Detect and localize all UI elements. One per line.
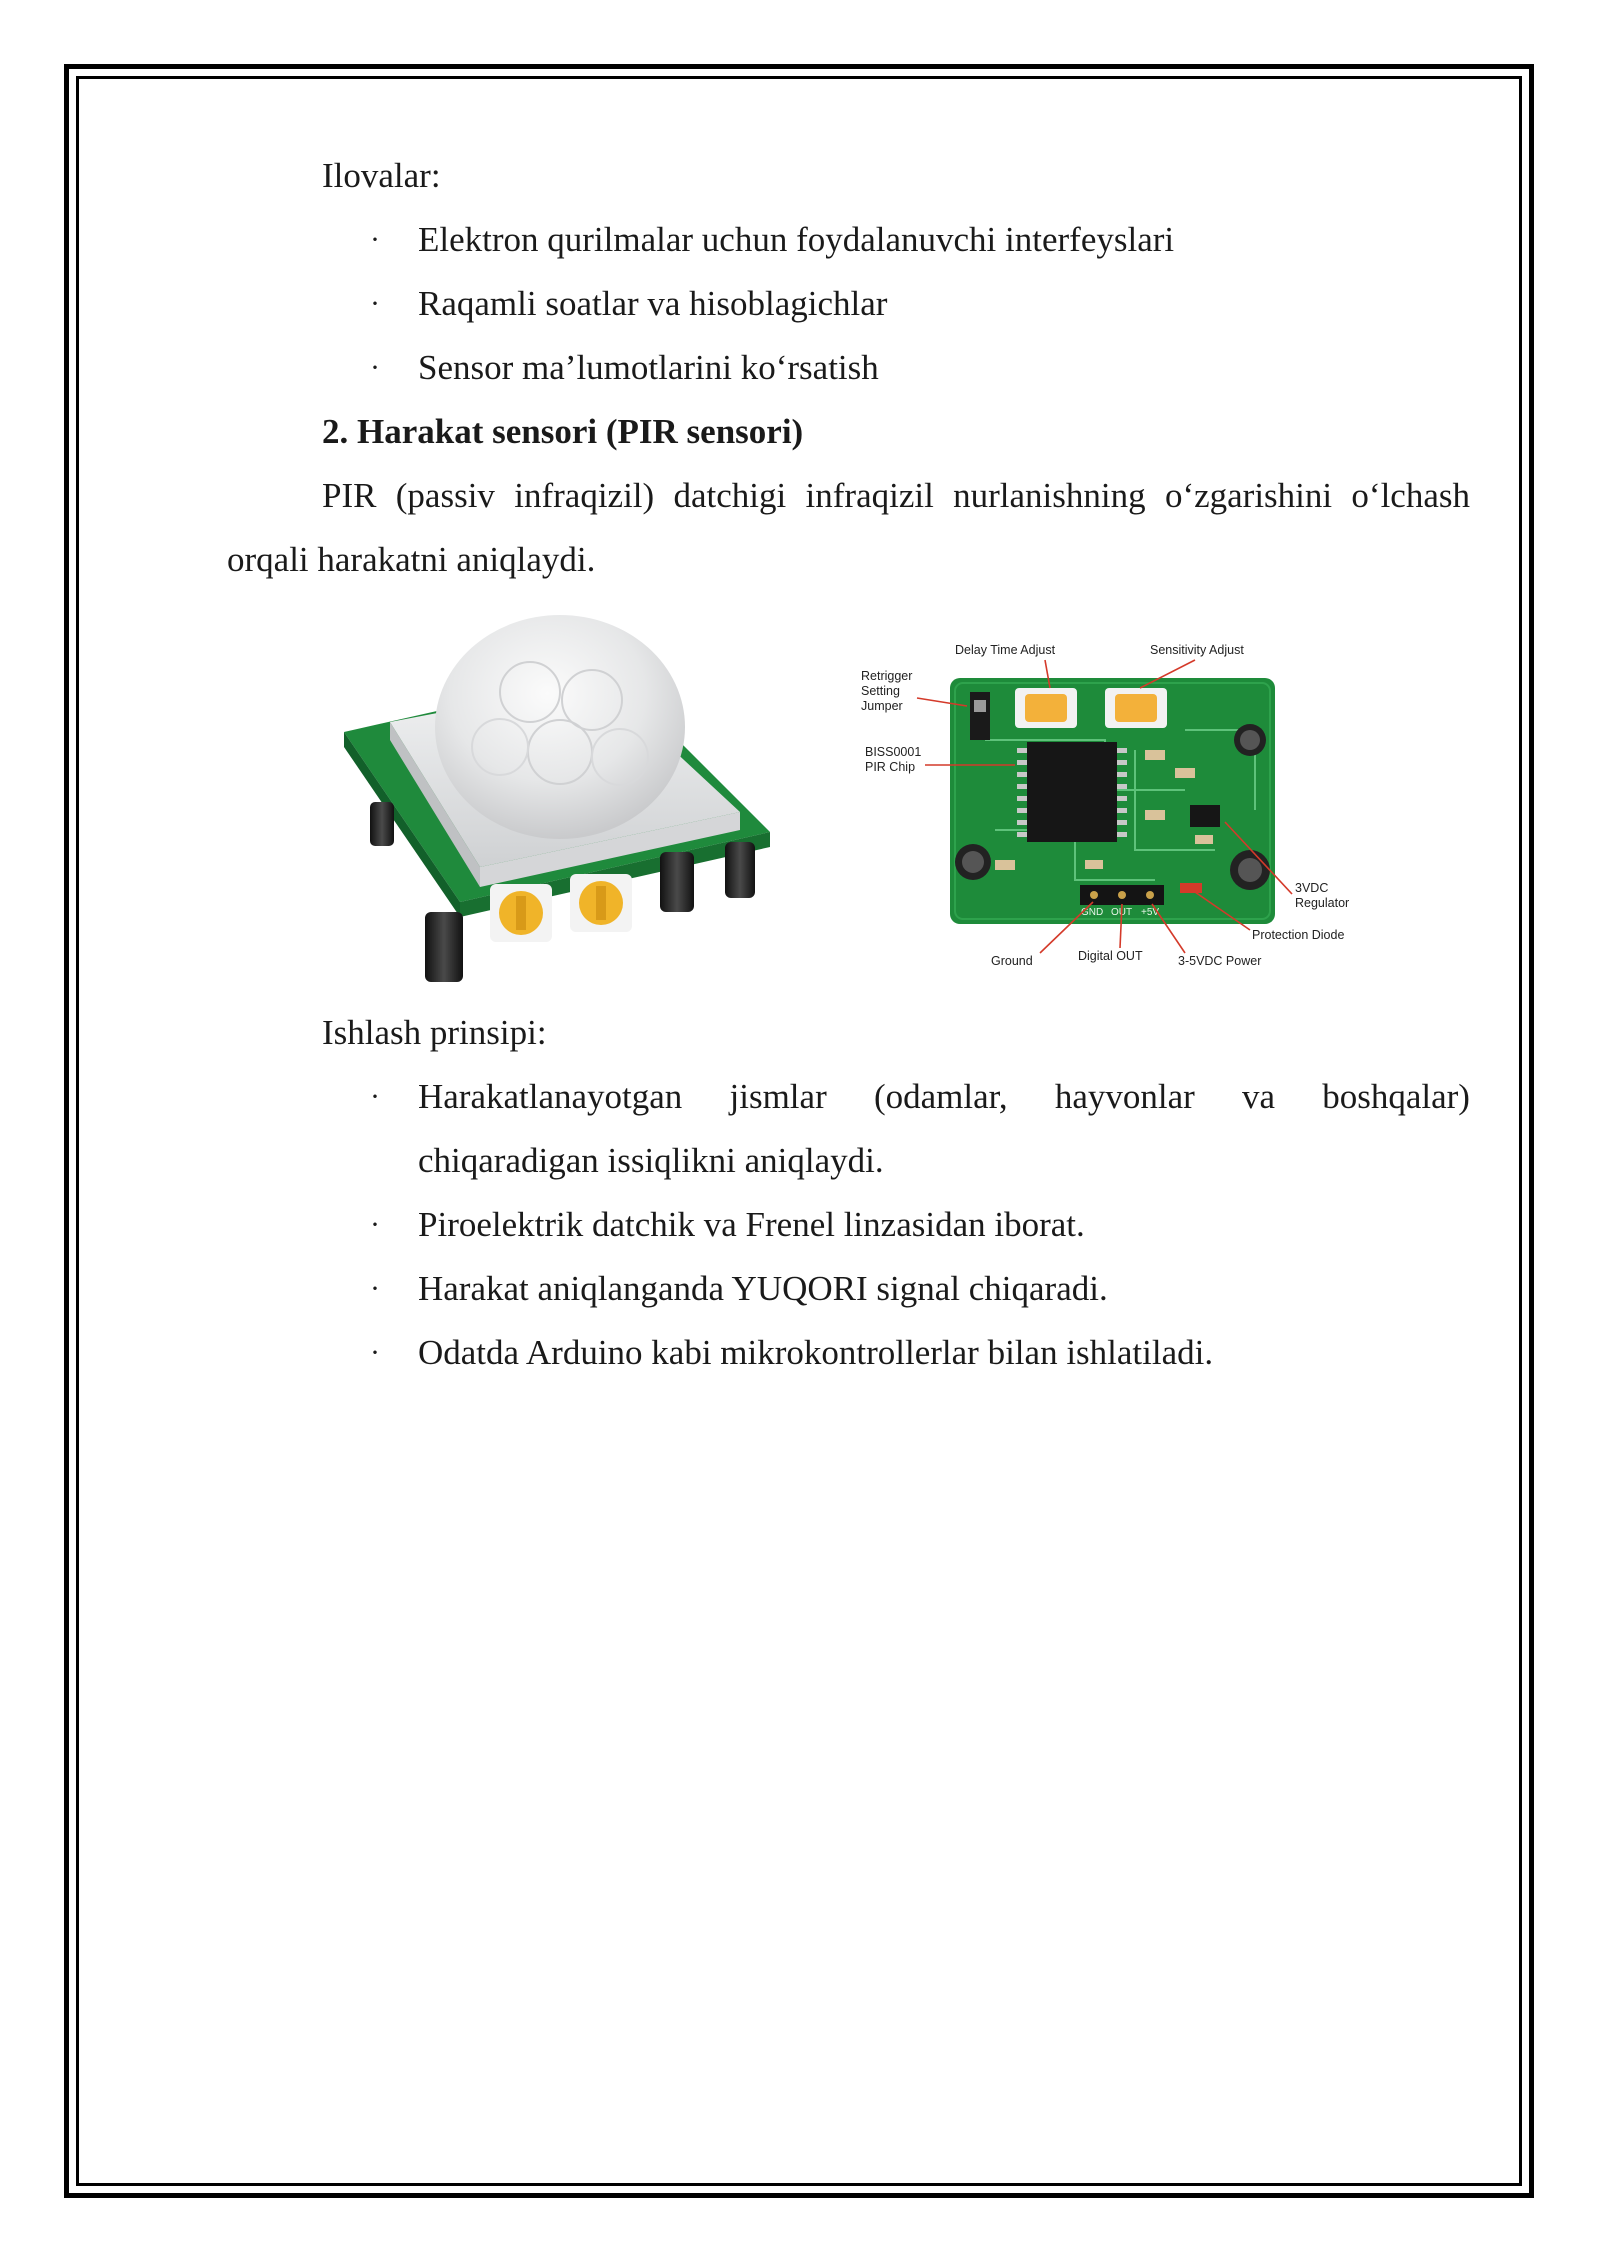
intro-line-1: PIR (passiv infraqizil) datchigi infraqizil nurlanishning o‘zgarishini o‘lchash (322, 476, 1470, 515)
intro-line-2: orqali harakatni aniqlaydi. (227, 540, 596, 579)
principle-item-3: Harakat aniqlanganda YUQORI signal chiqaradi. (418, 1269, 1108, 1308)
word: jismlar (729, 1077, 827, 1116)
label-protection-diode: Protection Diode (1252, 928, 1345, 942)
word: va (1241, 1077, 1276, 1116)
label-power: 3-5VDC Power (1178, 954, 1262, 968)
label-sensitivity-adjust: Sensitivity Adjust (1150, 643, 1244, 657)
label-regulator: Regulator (1295, 896, 1350, 910)
label-retrigger: Retrigger (861, 669, 913, 683)
word: boshqalar) (1322, 1077, 1470, 1116)
pin-label-out: OUT (1111, 907, 1133, 918)
label-biss0001: BISS0001 (865, 745, 922, 759)
applications-item-1: Elektron qurilmalar uchun foydalanuvchi interfeyslari (418, 220, 1175, 259)
principle-item-1-line-2: chiqaradigan issiqlikni aniqlaydi. (418, 1141, 884, 1180)
bullet-marker: · (370, 1336, 380, 1369)
label-setting: Setting (861, 684, 900, 698)
bullet-marker: · (370, 1080, 380, 1113)
pir-sensor-photo (330, 612, 790, 992)
label-ground: Ground (991, 954, 1033, 968)
word: Harakatlanayotgan (418, 1077, 683, 1116)
label-digital-out: Digital OUT (1078, 949, 1143, 963)
bullet-marker: · (370, 287, 380, 320)
label-delay-time-adjust: Delay Time Adjust (955, 643, 1056, 657)
section-heading: 2. Harakat sensori (PIR sensori) (322, 412, 804, 451)
bullet-marker: · (370, 351, 380, 384)
principle-item-2: Piroelektrik datchik va Frenel linzasidan iborat. (418, 1205, 1085, 1244)
principle-item-1-line-1 (418, 1079, 1470, 1114)
bullet-marker: · (370, 223, 380, 256)
applications-item-2: Raqamli soatlar va hisoblagichlar (418, 284, 888, 323)
label-pir-chip: PIR Chip (865, 760, 916, 774)
applications-heading: Ilovalar: (322, 156, 441, 195)
label-jumper: Jumper (861, 699, 903, 713)
bullet-marker: · (370, 1272, 380, 1305)
pin-label-gnd: GND (1081, 907, 1104, 918)
pir-board-diagram (855, 630, 1375, 975)
bullet-marker: · (370, 1208, 380, 1241)
word: (odamlar, (873, 1077, 1008, 1116)
principle-heading: Ishlash prinsipi: (322, 1013, 547, 1052)
principle-item-4: Odatda Arduino kabi mikrokontrollerlar bilan ishlatiladi. (418, 1333, 1214, 1372)
word: hayvonlar (1054, 1077, 1195, 1116)
page-border-inner (76, 76, 1522, 2186)
pin-label-vcc: +5V (1141, 907, 1160, 918)
label-3vdc: 3VDC (1295, 881, 1329, 895)
applications-item-3: Sensor ma’lumotlarini ko‘rsatish (418, 348, 879, 387)
